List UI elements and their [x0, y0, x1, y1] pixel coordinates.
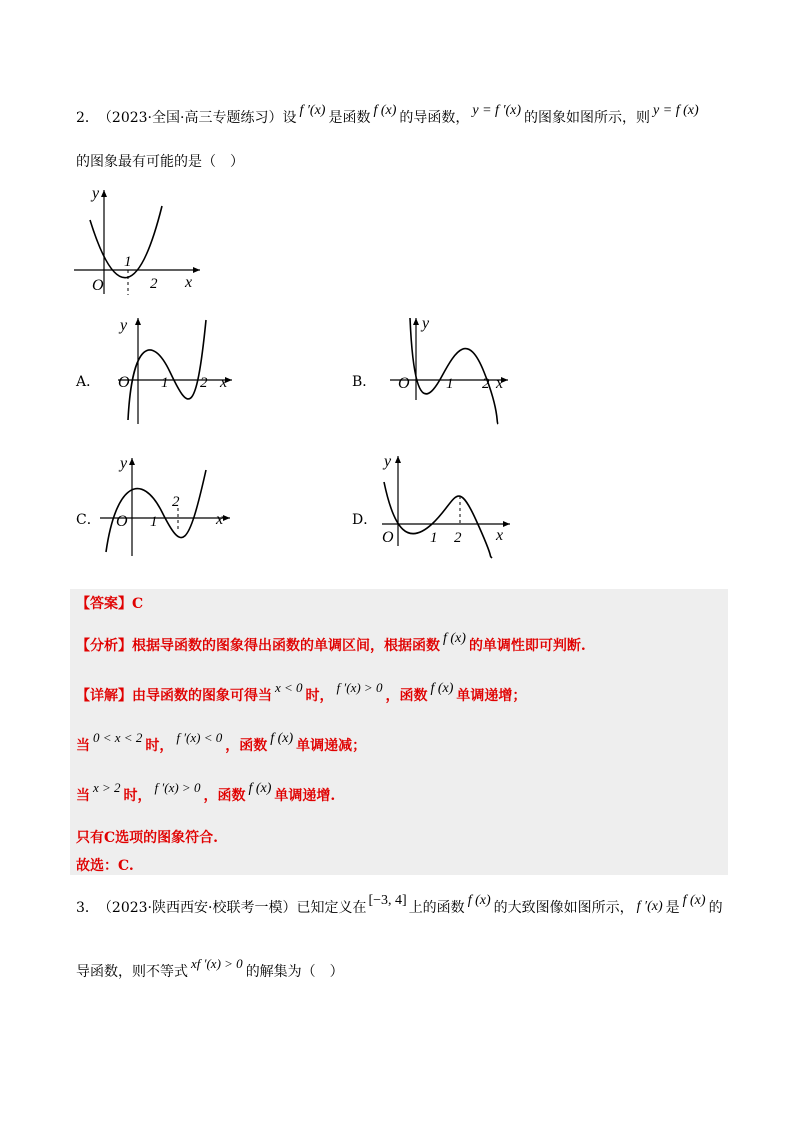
graph-x-label: x: [185, 274, 193, 291]
option-d-x: x: [496, 527, 504, 544]
analysis-tag: 【分析】: [76, 638, 132, 654]
q3-math-interval: [−3, 4]: [368, 893, 407, 908]
option-d-o: O: [382, 529, 394, 546]
answer-line: [76, 594, 143, 614]
q2-number: 2．: [76, 110, 99, 126]
analysis-text: 根据导函数的图象得出函数的单调区间，根据函数: [132, 638, 440, 654]
option-b-y: y: [422, 315, 430, 332]
option-d-y: y: [384, 453, 392, 470]
option-a-graph[interactable]: [108, 312, 238, 426]
q2-text: 设: [282, 110, 297, 126]
detail-math: 0 < x < 2: [93, 730, 143, 745]
q3-text: 已知定义在: [296, 900, 367, 916]
detail-text: ，函数: [385, 688, 428, 704]
detail-math: f (x): [270, 731, 294, 746]
detail-text: 单调递减；: [296, 738, 367, 754]
q2-line2: 的图象最有可能的是（ ）: [76, 154, 244, 170]
q3-source: （2023·陕西西安·校联考一模）: [104, 900, 297, 916]
graph-tick-2: 2: [150, 276, 158, 292]
q3-text: 是: [665, 900, 680, 916]
q3-text: 的: [708, 900, 723, 916]
option-c-y: y: [120, 455, 128, 472]
q2-text: 的导函数，: [399, 110, 470, 126]
q2-math-f: f (x): [373, 103, 397, 118]
detail-text: 单调递增；: [456, 688, 527, 704]
q3-line2: [76, 956, 344, 982]
q3-math-f: f (x): [467, 893, 491, 908]
option-c-x: x: [216, 511, 224, 528]
option-a-y: y: [120, 317, 128, 334]
option-b-graph[interactable]: [380, 312, 515, 426]
detail-tag: 【详解】: [76, 688, 132, 704]
q2-text: 的图象如图所示，则: [524, 110, 651, 126]
final-choice-line: 故选：C.: [76, 858, 134, 874]
detail-text: 时，: [305, 688, 334, 704]
q3-text: 上的函数: [408, 900, 465, 916]
q3-number: 3．: [76, 900, 99, 916]
option-b-o: O: [398, 375, 410, 392]
option-c-graph[interactable]: [96, 452, 236, 558]
detail-text: ，函数: [225, 738, 268, 754]
analysis-text: 的单调性即可判断.: [468, 638, 586, 654]
option-d-tick-1: 1: [430, 530, 438, 546]
derivative-graph: [70, 182, 210, 298]
option-c-label[interactable]: C．: [76, 512, 101, 528]
option-d-tick-2: 2: [454, 530, 462, 546]
q2-math-fprime: f ′(x): [299, 103, 326, 118]
option-d-label[interactable]: D．: [352, 512, 378, 528]
detail-math: x < 0: [275, 680, 303, 695]
analysis-math: f (x): [443, 631, 466, 646]
q3-text: 的解集为（ ）: [245, 964, 344, 980]
option-a-tick-2: 2: [200, 375, 208, 391]
detail-math: f ′(x) > 0: [336, 680, 383, 695]
option-b-tick-1: 1: [446, 376, 454, 392]
option-a-o: O: [118, 374, 130, 391]
q3-line1: [76, 893, 723, 919]
detail-text: 时，: [123, 788, 152, 804]
option-d-graph[interactable]: [376, 450, 516, 562]
option-c-o: O: [116, 513, 128, 530]
conclusion-line: 只有C选项的图象符合.: [76, 830, 219, 846]
option-c-tick-2: 2: [172, 494, 180, 510]
graph-tick-1: 1: [124, 254, 132, 270]
detail-math: x > 2: [93, 780, 121, 795]
option-b-x: x: [496, 375, 504, 392]
option-c-tick-1: 1: [150, 514, 158, 530]
detail-line-2: [76, 730, 367, 757]
option-b-tick-2: 2: [482, 376, 490, 392]
detail-math: f (x): [248, 781, 272, 796]
detail-text: 时，: [145, 738, 174, 754]
detail-math: f (x): [430, 681, 454, 696]
detail-text: 单调递增.: [274, 788, 336, 804]
detail-text: 当: [76, 738, 90, 754]
q3-text: 的大致图像如图所示，: [493, 900, 634, 916]
answer-value: C: [132, 596, 144, 612]
q3-math-f2: f (x): [682, 893, 706, 908]
answer-tag: 【答案】: [76, 596, 132, 612]
q2-math-yfprime: y = f ′(x): [472, 103, 522, 118]
graph-origin-label: O: [92, 277, 104, 294]
option-a-label[interactable]: A．: [76, 374, 101, 390]
detail-text: 由导函数的图象可得当: [132, 688, 272, 704]
q3-math-inequality: xf ′(x) > 0: [191, 956, 243, 971]
detail-text: 当: [76, 788, 90, 804]
option-a-tick-1: 1: [161, 375, 169, 391]
option-b-label[interactable]: B．: [352, 374, 377, 390]
option-a-x: x: [220, 374, 228, 391]
graph-y-label: y: [92, 185, 100, 202]
detail-math: f ′(x) > 0: [154, 780, 201, 795]
q2-math-yf: y = f (x): [653, 103, 699, 118]
analysis-line: [76, 631, 586, 657]
q3-math-fprime: f ′(x): [636, 899, 663, 914]
q2-source: （2023·全国·高三专题练习）: [104, 110, 283, 126]
detail-math: f ′(x) < 0: [176, 730, 223, 745]
q2-text: 是函数: [328, 110, 371, 126]
detail-text: ，函数: [203, 788, 246, 804]
q3-text: 导函数，则不等式: [76, 964, 188, 980]
detail-line-3: [76, 780, 336, 807]
detail-line-1: [76, 680, 527, 707]
q2-line1: [76, 103, 699, 129]
